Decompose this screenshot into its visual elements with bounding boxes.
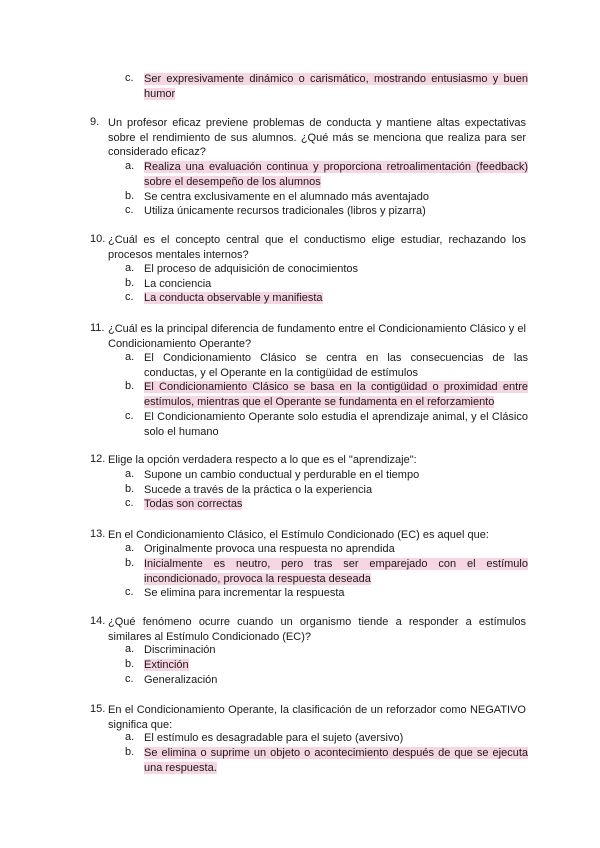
option-letter: a. xyxy=(125,262,135,274)
option-text: Supone un cambio conductual y perdurable en el tiempo xyxy=(144,469,420,481)
option-text: Originalmente provoca una respuesta no aprendida xyxy=(144,543,395,555)
question-number: 10. xyxy=(90,233,106,245)
option-letter: b. xyxy=(125,380,135,392)
option-text: El proceso de adquisición de conocimientos xyxy=(144,263,359,275)
option-text: Se elimina para incrementar la respuesta xyxy=(144,587,345,599)
option-letter: c. xyxy=(125,497,134,509)
option-text: Realiza una evaluación continua y proporciona retroalimentación (feedback) sobre el desempeño de los alumnos xyxy=(144,161,528,188)
option-text: El Condicionamiento Clásico se basa en la contigüidad o proximidad entre estímulos, mientras que el Operante se fundamenta en el reforzamiento xyxy=(144,381,528,408)
option-letter: b. xyxy=(125,658,135,670)
option-text: El Condicionamiento Operante solo estudia el aprendizaje animal, y el Clásico solo el humano xyxy=(144,411,528,438)
option-letter: a. xyxy=(125,468,135,480)
option-letter: b. xyxy=(125,746,135,758)
question-number: 15. xyxy=(90,703,106,715)
option-letter: c. xyxy=(125,673,134,685)
option-text: Ser expresivamente dinámico o carismático, mostrando entusiasmo y buen humor xyxy=(144,73,528,100)
question-text: En el Condicionamiento Operante, la clasificación de un reforzador como NEGATIVO significa que: xyxy=(108,704,526,731)
option-text: Se elimina o suprime un objeto o acontecimiento después de que se ejecuta una respuesta. xyxy=(144,747,528,774)
option-text: El estímulo es desagradable para el sujeto (aversivo) xyxy=(144,732,404,744)
option-letter: b. xyxy=(125,277,135,289)
question-text: Elige la opción verdadera respecto a lo que es el "aprendizaje": xyxy=(108,454,417,466)
option-text: La conducta observable y manifiesta xyxy=(144,292,323,304)
question-number: 13. xyxy=(90,528,106,540)
question-text: ¿Qué fenómeno ocurre cuando un organismo tiende a responder a estímulos similares al Estímulo Condicionado (EC)? xyxy=(108,616,526,643)
option-letter: c. xyxy=(125,586,134,598)
question-number: 14. xyxy=(90,615,106,627)
option-letter: a. xyxy=(125,542,135,554)
option-text: Generalización xyxy=(144,674,218,686)
option-letter: a. xyxy=(125,643,135,655)
question-text: ¿Cuál es el concepto central que el conductismo elige estudiar, rechazando los procesos mentales internos? xyxy=(108,234,526,261)
option-letter: b. xyxy=(125,190,135,202)
option-letter: a. xyxy=(125,351,135,363)
option-letter: c. xyxy=(125,410,134,422)
option-letter: b. xyxy=(125,557,135,569)
option-letter: b. xyxy=(125,483,135,495)
question-number: 12. xyxy=(90,453,106,465)
option-letter: c. xyxy=(125,72,134,84)
option-letter: a. xyxy=(125,731,135,743)
option-text: Discriminación xyxy=(144,644,216,656)
question-text: En el Condicionamiento Clásico, el Estímulo Condicionado (EC) es aquel que: xyxy=(108,529,489,541)
question-text: ¿Cuál es la principal diferencia de fundamento entre el Condicionamiento Clásico y el Condicionamiento Operante? xyxy=(108,323,526,350)
option-letter: c. xyxy=(125,291,134,303)
option-letter: a. xyxy=(125,160,135,172)
option-text: La conciencia xyxy=(144,278,212,290)
question-text: Un profesor eficaz previene problemas de conducta y mantiene altas expectativas sobre el rendimiento de sus alumnos. ¿Qué más se menciona que realiza para ser considerado eficaz? xyxy=(108,117,526,158)
option-text: Extinción xyxy=(144,659,189,671)
option-text: Sucede a través de la práctica o la experiencia xyxy=(144,484,373,496)
question-number: 9. xyxy=(90,116,100,128)
question-number: 11. xyxy=(90,322,105,334)
option-text: Inicialmente es neutro, pero tras ser emparejado con el estímulo incondicionado, provoca la respuesta deseada xyxy=(144,558,528,585)
option-text: Todas son correctas xyxy=(144,498,243,510)
option-text: Se centra exclusivamente en el alumnado más aventajado xyxy=(144,191,429,203)
option-text: El Condicionamiento Clásico se centra en las consecuencias de las conductas, y el Operante en la contigüidad de estímulos xyxy=(144,352,528,379)
option-text: Utiliza únicamente recursos tradicionales (libros y pizarra) xyxy=(144,205,426,217)
option-letter: c. xyxy=(125,204,134,216)
